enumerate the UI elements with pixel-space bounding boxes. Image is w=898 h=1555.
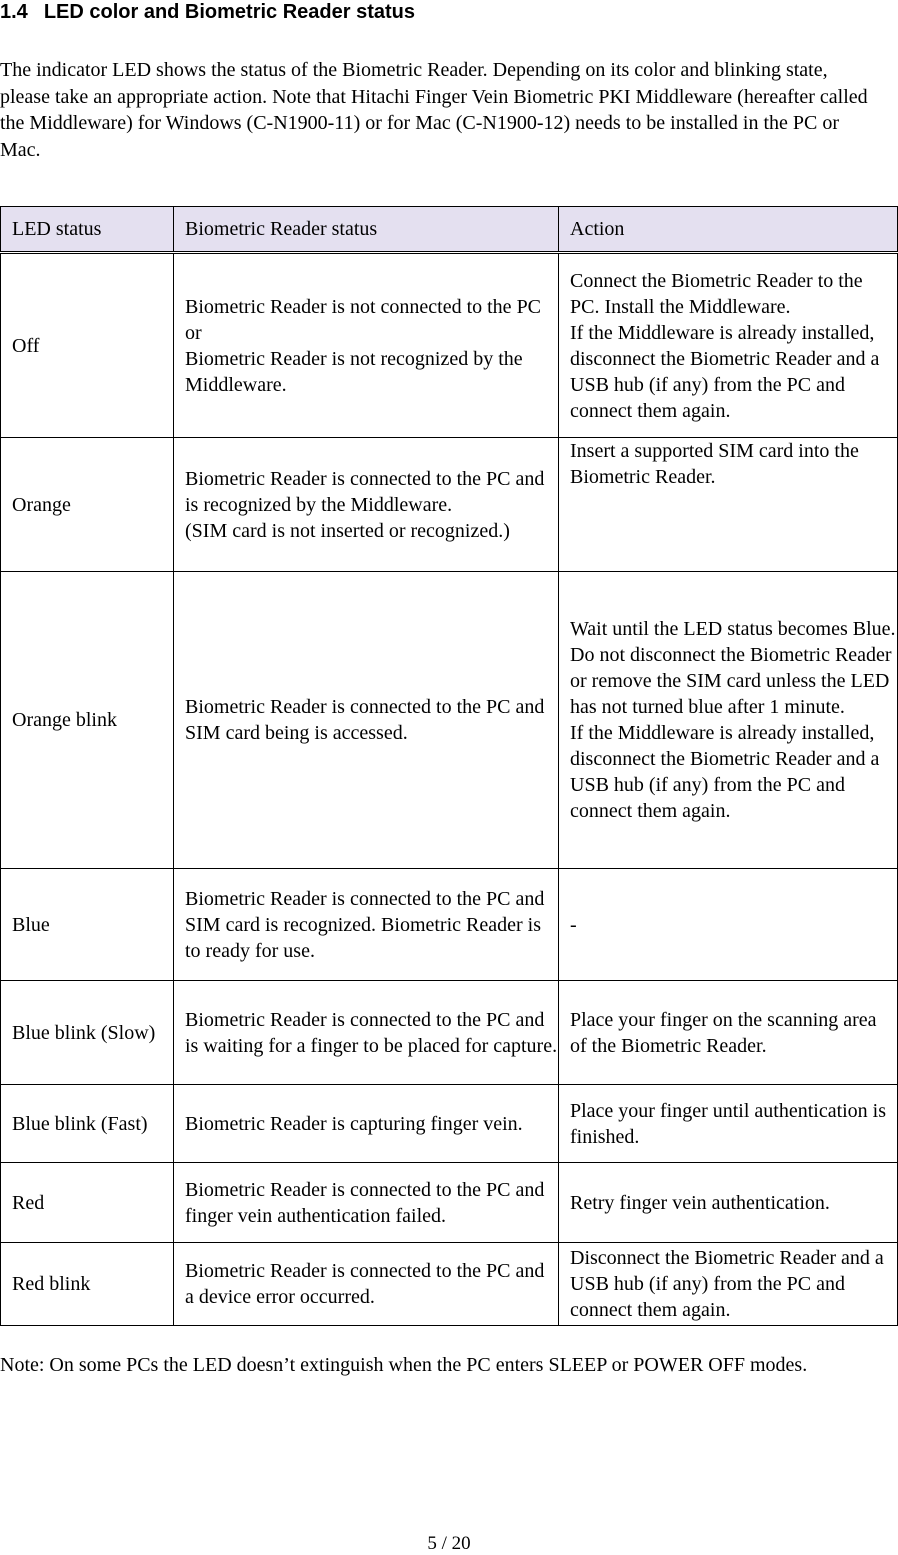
cell-line: Do not disconnect the Biometric Reader or remove the SIM card unless the LED has not turned blue after 1 minute.: [570, 644, 892, 718]
intro-paragraph: The indicator LED shows the status of the Biometric Reader. Depending on its color and blinking state, please take an appropriate action. Note that Hitachi Finger Vein Biometric PKI Middleware (hereafter called the Middleware) for Windows (C-N1900-11) or for Mac (C-N1900-12) needs to be installed in the PC or Mac.: [0, 59, 868, 161]
led-status-cell: Orange blink: [1, 572, 174, 869]
cell-line: (SIM card is not inserted or recognized.): [185, 519, 510, 542]
action-cell: [559, 981, 898, 1085]
header-action: Action: [559, 207, 898, 253]
section-heading: [0, 0, 415, 24]
led-status-cell: Off: [1, 253, 174, 438]
cell-line: Insert a supported SIM card into the Biometric Reader.: [570, 440, 859, 488]
cell-line: Disconnect the Biometric Reader and a USB hub (if any) from the PC and connect them again.: [570, 1247, 884, 1321]
led-status-cell: Blue blink (Fast): [1, 1085, 174, 1163]
table-row: [1, 1163, 898, 1243]
led-status-cell: Blue blink (Slow): [1, 981, 174, 1085]
action-cell: [559, 438, 898, 572]
reader-status-cell: [174, 869, 559, 981]
reader-status-cell: [174, 572, 559, 869]
cell-line: Biometric Reader is capturing finger vein.: [185, 1112, 523, 1135]
reader-status-cell: [174, 1085, 559, 1163]
table-row: [1, 869, 898, 981]
cell-line: If the Middleware is already installed, disconnect the Biometric Reader and a USB hub (if any) from the PC and connect them again.: [570, 321, 880, 422]
header-reader-status: Biometric Reader status: [174, 207, 559, 253]
table-row: [1, 438, 898, 572]
reader-status-cell: [174, 253, 559, 438]
cell-line: Biometric Reader is connected to the PC and SIM card is recognized. Biometric Reader is to ready for use.: [185, 887, 545, 962]
action-cell: [559, 1243, 898, 1326]
section-title: LED color and Biometric Reader status: [43, 1, 416, 23]
table-row: [1, 981, 898, 1085]
cell-line: Biometric Reader is connected to the PC and SIM card being is accessed.: [185, 696, 545, 744]
table-row: [1, 1243, 898, 1326]
cell-line: -: [570, 913, 577, 936]
cell-line: Biometric Reader is connected to the PC and is recognized by the Middleware.: [185, 467, 545, 516]
reader-status-cell: [174, 1163, 559, 1243]
action-cell: [559, 253, 898, 438]
section-number: 1.4: [0, 1, 28, 23]
cell-line: Biometric Reader is connected to the PC and is waiting for a finger to be placed for capture.: [185, 1008, 558, 1057]
cell-line: Place your finger until authentication is finished.: [570, 1099, 887, 1148]
table-row: [1, 1085, 898, 1163]
cell-line: If the Middleware is already installed, disconnect the Biometric Reader and a USB hub (if any) from the PC and connect them again.: [570, 722, 880, 822]
reader-status-cell: [174, 981, 559, 1085]
led-status-table: [0, 206, 898, 1326]
reader-status-cell: [174, 438, 559, 572]
cell-line: Biometric Reader is connected to the PC and finger vein authentication failed.: [185, 1178, 545, 1227]
cell-line: Retry finger vein authentication.: [570, 1191, 830, 1214]
cell-line: Biometric Reader is not recognized by the Middleware.: [185, 347, 523, 396]
page-number: 5 / 20: [427, 1533, 471, 1554]
cell-line: Connect the Biometric Reader to the PC. Install the Middleware.: [570, 269, 863, 318]
cell-line: Biometric Reader is connected to the PC and a device error occurred.: [185, 1260, 545, 1308]
table-row: [1, 572, 898, 869]
led-status-cell: Orange: [1, 438, 174, 572]
action-cell: [559, 1163, 898, 1243]
led-status-cell: Red: [1, 1163, 174, 1243]
header-led-status: LED status: [1, 207, 174, 253]
table-row: [1, 253, 898, 438]
cell-line: Wait until the LED status becomes Blue.: [570, 618, 896, 640]
cell-line: Biometric Reader is not connected to the PC or: [185, 295, 542, 344]
table-header-row: [1, 207, 898, 253]
cell-line: Place your finger on the scanning area of the Biometric Reader.: [570, 1008, 877, 1057]
led-status-cell: Red blink: [1, 1243, 174, 1326]
action-cell: [559, 1085, 898, 1163]
action-cell: [559, 869, 898, 981]
action-cell: [559, 572, 898, 869]
footnote: Note: On some PCs the LED doesn’t extinguish when the PC enters SLEEP or POWER OFF modes.: [0, 1354, 808, 1376]
reader-status-cell: [174, 1243, 559, 1326]
led-status-cell: Blue: [1, 869, 174, 981]
